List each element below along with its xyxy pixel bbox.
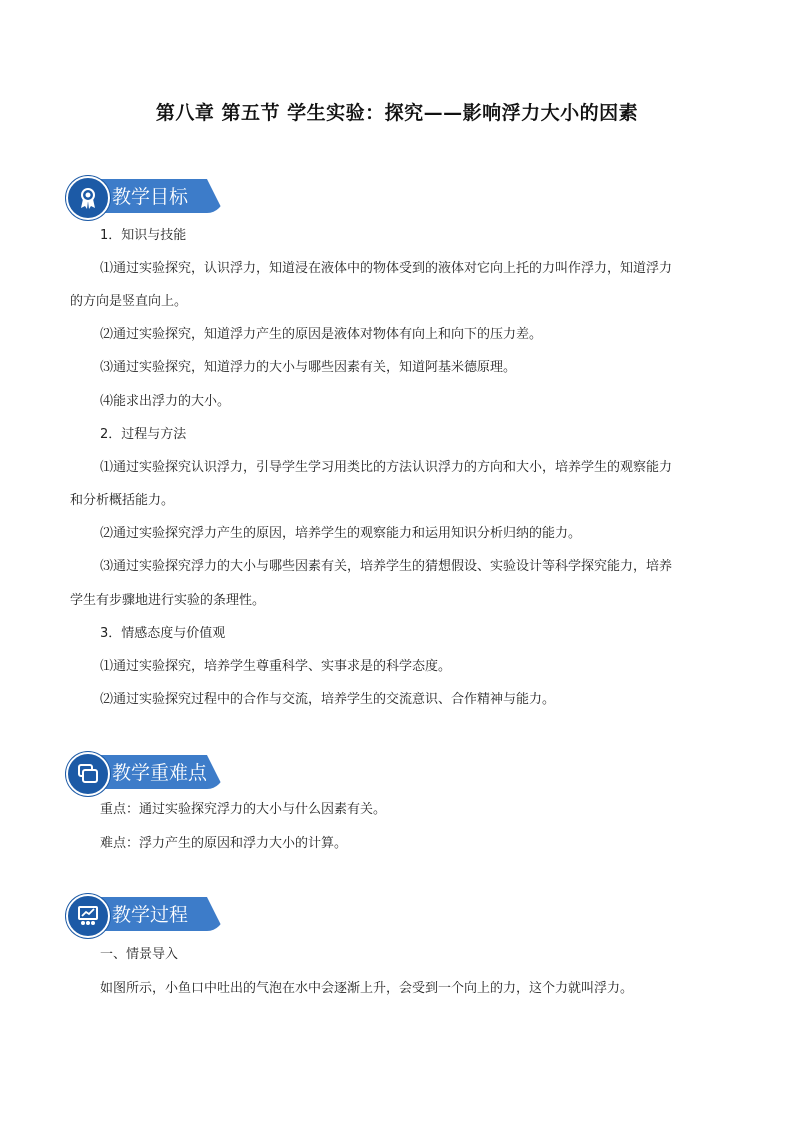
objectives-paragraph-9: ⑵通过实验探究过程中的合作与交流，培养学生的交流意识、合作精神与能力。 [100,692,556,707]
stacked-cards-icon [66,752,110,796]
objectives-heading-2: 2．过程与方法 [100,427,187,442]
process-heading-1: 一、情景导入 [100,947,179,962]
objectives-paragraph-7a: ⑶通过实验探究浮力的大小与哪些因素有关，培养学生的猜想假设、实验设计等科学探究能力，培养 [100,559,673,574]
objectives-paragraph-3: ⑶通过实验探究，知道浮力的大小与哪些因素有关，知道阿基米德原理。 [100,360,517,375]
presentation-chart-icon [66,894,110,938]
objectives-paragraph-2: ⑵通过实验探究，知道浮力产生的原因是液体对物体有向上和向下的压力差。 [100,327,543,342]
objectives-paragraph-6: ⑵通过实验探究浮力产生的原因，培养学生的观察能力和运用知识分析归纳的能力。 [100,526,582,541]
section-label-keypoints: 教学重难点 [112,762,208,784]
objectives-paragraph-5a: ⑴通过实验探究认识浮力，引导学生学习用类比的方法认识浮力的方向和大小，培养学生的观察能力 [100,460,673,475]
process-paragraph-1: 如图所示，小鱼口中吐出的气泡在水中会逐渐上升，会受到一个向上的力，这个力就叫浮力。 [100,981,634,996]
objectives-paragraph-1b: 的方向是竖直向上。 [70,294,188,309]
award-ribbon-icon [66,176,110,220]
objectives-paragraph-8: ⑴通过实验探究，培养学生尊重科学、实事求是的科学态度。 [100,659,452,674]
section-header-keypoints [66,752,226,792]
section-label-process: 教学过程 [112,904,189,926]
objectives-paragraph-5b: 和分析概括能力。 [70,493,175,508]
objectives-heading-1: 1．知识与技能 [100,228,187,243]
keypoint-emphasis: 重点：通过实验探究浮力的大小与什么因素有关。 [100,802,387,817]
objectives-paragraph-1a: ⑴通过实验探究，认识浮力，知道浸在液体中的物体受到的液体对它向上托的力叫作浮力，知道浮力 [100,261,673,276]
section-header-objectives [66,176,226,216]
objectives-paragraph-7b: 学生有步骤地进行实验的条理性。 [70,593,266,608]
keypoint-difficulty: 难点：浮力产生的原因和浮力大小的计算。 [100,836,348,851]
objectives-paragraph-4: ⑷能求出浮力的大小。 [100,394,231,409]
section-header-process [66,894,226,934]
objectives-heading-3: 3．情感态度与价值观 [100,626,226,641]
page-title: 第八章 第五节 学生实验：探究——影响浮力大小的因素 [155,102,639,124]
section-label-objectives: 教学目标 [112,186,189,208]
